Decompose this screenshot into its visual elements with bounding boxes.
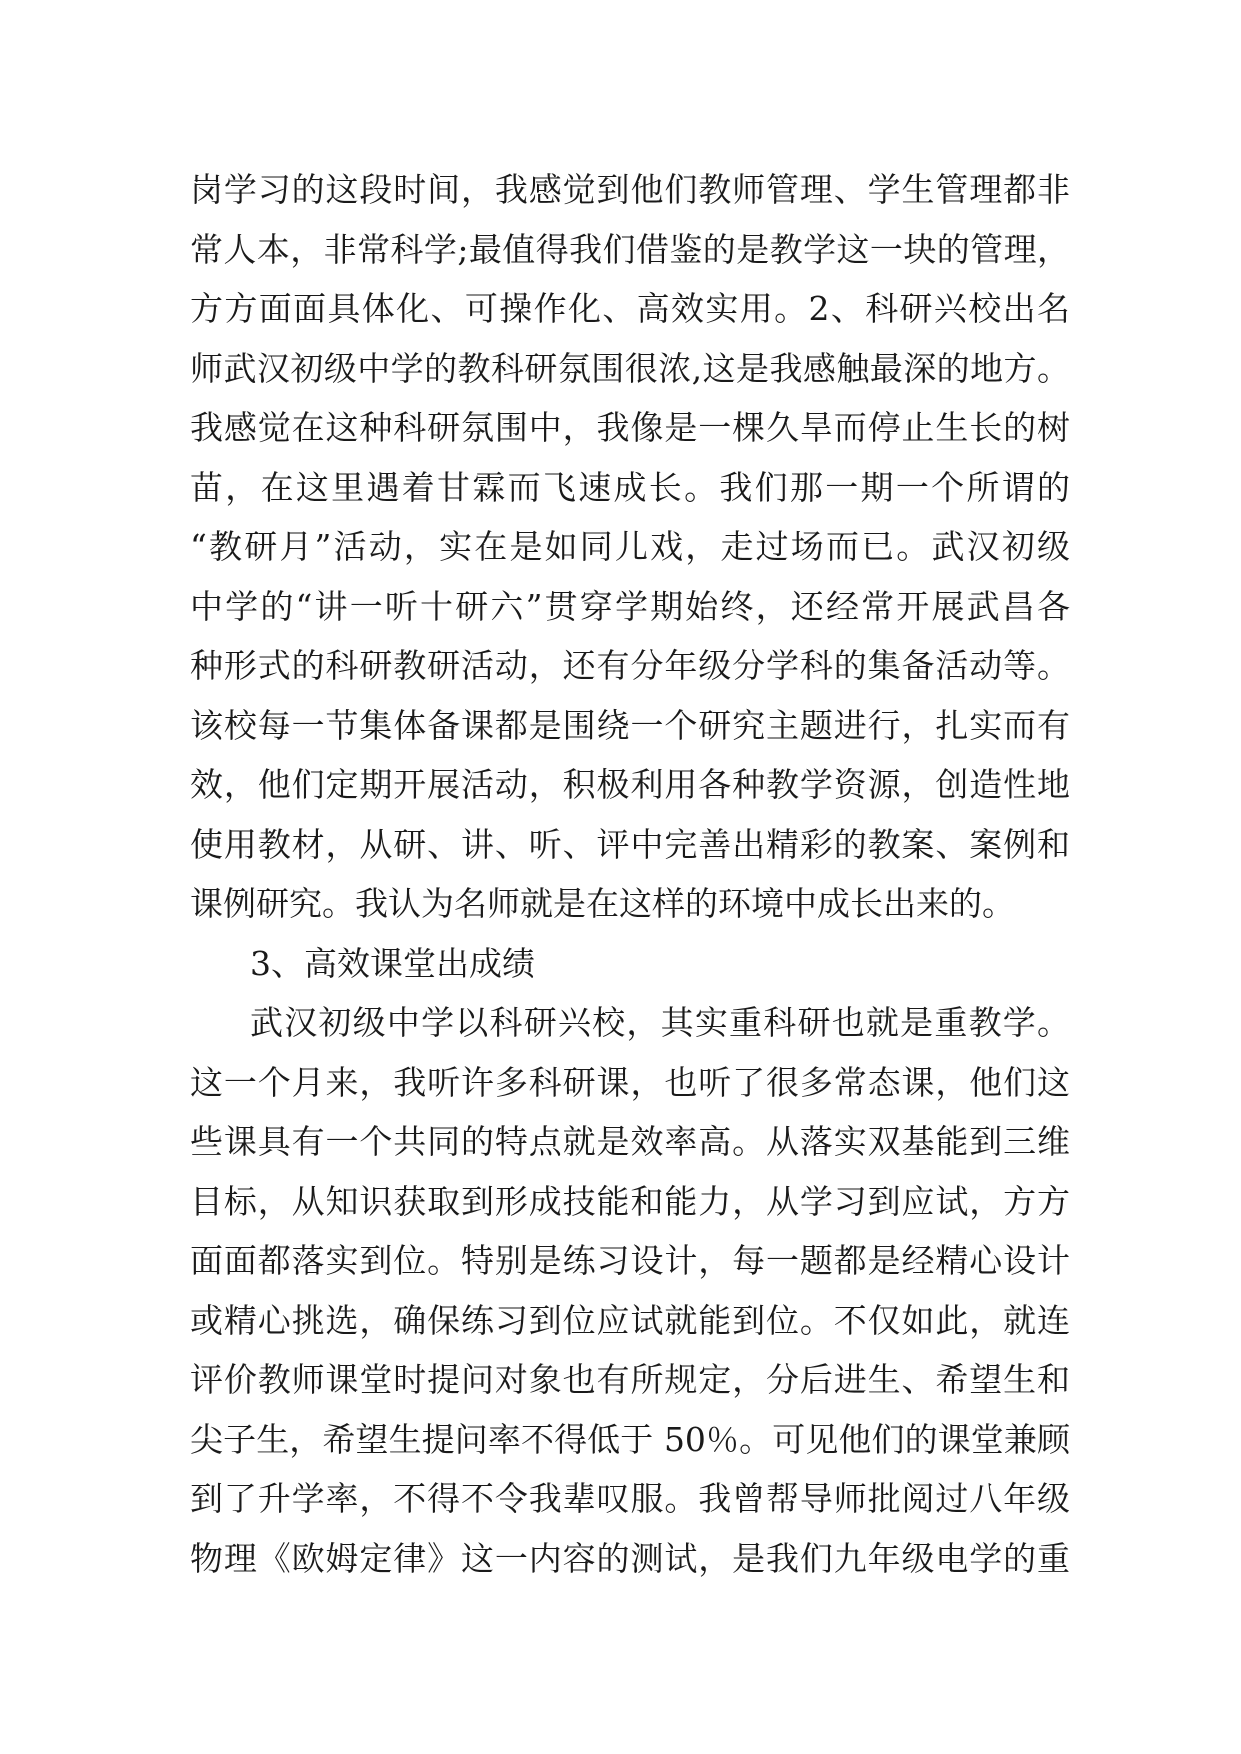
text-line: 武汉初级中学以科研兴校，其实重科研也就是重教学。 — [250, 1003, 1070, 1042]
text-line: 面面都落实到位。特别是练习设计，每一题都是经精心设计 — [190, 1241, 1070, 1280]
text-line: 种形式的科研教研活动，还有分年级分学科的集备活动等。 — [190, 646, 1070, 685]
text-line: 苗，在这里遇着甘霖而飞速成长。我们那一期一个所谓的 — [190, 467, 1070, 507]
text-line: 评价教师课堂时提问对象也有所规定，分后进生、希望生和 — [190, 1360, 1070, 1399]
text-line: 目标，从知识获取到形成技能和能力，从学习到应试，方方 — [190, 1181, 1070, 1221]
text-line: 这一个月来，我听许多科研课，也听了很多常态课，他们这 — [190, 1062, 1070, 1102]
text-line: 使用教材，从研、讲、听、评中完善出精彩的教案、案例和 — [190, 824, 1070, 864]
section-heading: 3、高效课堂出成绩 — [250, 943, 535, 983]
text-line: 到了升学率，不得不令我辈叹服。我曾帮导师批阅过八年级 — [190, 1479, 1070, 1518]
text-line: 效，他们定期开展活动，积极利用各种教学资源，创造性地 — [190, 765, 1070, 804]
text-line: 些课具有一个共同的特点就是效率高。从落实双基能到三维 — [190, 1122, 1070, 1161]
text-line: 该校每一节集体备课都是围绕一个研究主题进行，扎实而有 — [190, 705, 1070, 745]
text-line: 课例研究。我认为名师就是在这样的环境中成长出来的。 — [190, 884, 1015, 923]
text-line: 尖子生，希望生提问率不得低于 50％。可见他们的课堂兼顾 — [190, 1419, 1070, 1459]
text-line: 或精心挑选，确保练习到位应试就能到位。不仅如此，就连 — [190, 1300, 1070, 1340]
text-line: 常人本，非常科学;最值得我们借鉴的是教学这一块的管理， — [190, 229, 1070, 269]
text-line: 方方面面具体化、可操作化、高效实用。2、科研兴校出名 — [190, 289, 1070, 328]
text-line: 物理《欧姆定律》这一内容的测试，是我们九年级电学的重 — [190, 1538, 1070, 1578]
text-line: 中学的“讲一听十研六”贯穿学期始终，还经常开展武昌各 — [190, 586, 1070, 626]
text-line: “教研月”活动，实在是如同儿戏，走过场而已。武汉初级 — [190, 527, 1070, 566]
text-line: 我感觉在这种科研氛围中，我像是一棵久旱而停止生长的树 — [190, 408, 1070, 447]
text-line: 师武汉初级中学的教科研氛围很浓,这是我感触最深的地方。 — [190, 348, 1070, 388]
body-text — [190, 160, 1070, 1588]
text-line: 岗学习的这段时间，我感觉到他们教师管理、学生管理都非 — [190, 170, 1070, 209]
